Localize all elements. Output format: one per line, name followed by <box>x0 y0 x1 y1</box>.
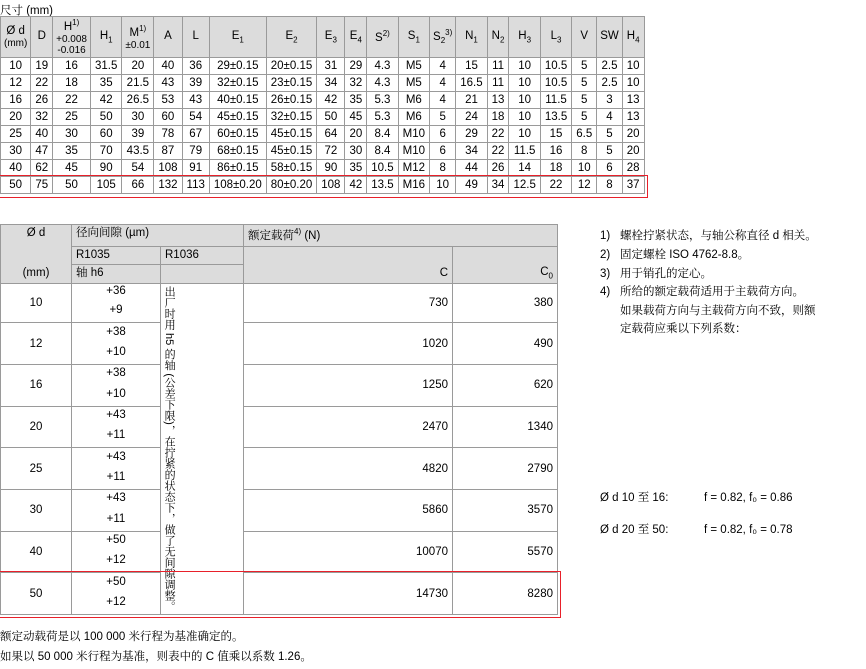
dim-cell: 50 <box>317 109 345 126</box>
dim-cell: M6 <box>398 109 429 126</box>
load-cell-c0: 5570 <box>453 531 558 573</box>
load-cell-d: 25 <box>1 448 72 490</box>
table-row <box>1 58 645 75</box>
dim-cell: 19 <box>31 58 53 75</box>
dim-cell: M16 <box>398 177 429 194</box>
load-cell-r1035-lower: +10 <box>72 340 161 365</box>
dim-col-header: $S^{2)}$ <box>367 17 398 58</box>
dim-col-header: $N_2$ <box>487 17 509 58</box>
dim-col-header: $H_3$ <box>509 17 540 58</box>
table-row <box>1 531 558 548</box>
dim-cell: 72 <box>317 143 345 160</box>
dim-cell: 2.5 <box>597 58 623 75</box>
dim-cell: 10 <box>509 75 540 92</box>
footnote-text: 固定螺栓 ISO 4762-8.8。 <box>620 248 750 261</box>
dim-cell: 44 <box>456 160 487 177</box>
dim-cell: 34 <box>317 75 345 92</box>
footnote-item <box>600 266 866 284</box>
load-cell-c0: 490 <box>453 323 558 365</box>
dim-cell: 43 <box>154 75 182 92</box>
dim-cell: 25 <box>53 109 91 126</box>
dim-cell: 42 <box>91 92 122 109</box>
load-cell-c: 5860 <box>244 489 453 531</box>
dim-cell: 22 <box>53 92 91 109</box>
dim-cell: 25 <box>1 126 31 143</box>
dim-cell: 13 <box>622 109 644 126</box>
dim-cell: 70 <box>91 143 122 160</box>
dim-cell: 21 <box>456 92 487 109</box>
dim-cell: 39 <box>122 126 154 143</box>
footnote-text: 所给的额定载荷适用于主载荷方向。 <box>620 286 804 299</box>
dim-cell: 10 <box>1 58 31 75</box>
factor-line-2 <box>600 521 793 537</box>
dim-cell: 62 <box>31 160 53 177</box>
dim-cell: 60 <box>154 109 182 126</box>
load-cell-r1035-lower: +9 <box>72 298 161 323</box>
dim-cell: 32 <box>345 75 367 92</box>
load-cell-c: 14730 <box>244 573 453 615</box>
dim-cell: 5 <box>430 109 456 126</box>
load-col-header-shaft: 轴 h6 <box>72 265 161 284</box>
factor-value: f = 0.82, f₀ = 0.86 <box>704 492 793 504</box>
table-row <box>1 143 645 160</box>
dim-cell: 32 <box>31 109 53 126</box>
dim-cell: 40±0.15 <box>209 92 266 109</box>
dim-cell: 113 <box>182 177 209 194</box>
dim-cell: 3 <box>597 92 623 109</box>
load-cell-d: 30 <box>1 489 72 531</box>
dim-cell: 45 <box>53 160 91 177</box>
dim-cell: 20 <box>345 126 367 143</box>
dim-cell: 10 <box>509 109 540 126</box>
footnote-item <box>600 284 866 302</box>
load-cell-c0: 1340 <box>453 406 558 448</box>
load-cell-c: 1250 <box>244 364 453 406</box>
load-table <box>0 224 558 615</box>
dim-col-header: $H_1$ <box>91 17 122 58</box>
footnote-continuation: 定载荷应乘以下列系数： <box>620 323 747 336</box>
factor-line-1 <box>600 489 793 505</box>
dim-cell: 47 <box>31 143 53 160</box>
dim-cell: 11 <box>487 75 509 92</box>
dim-cell: 16 <box>53 58 91 75</box>
dim-cell: 108 <box>317 177 345 194</box>
table-row <box>1 109 645 126</box>
dim-cell: 2.5 <box>597 75 623 92</box>
dim-cell: 18 <box>53 75 91 92</box>
dim-cell: 50 <box>53 177 91 194</box>
dim-cell: 22 <box>31 75 53 92</box>
dim-cell: 54 <box>122 160 154 177</box>
dim-cell: 42 <box>345 177 367 194</box>
dim-col-header: $E_1$ <box>209 17 266 58</box>
dim-cell: 50 <box>91 109 122 126</box>
dim-cell: 20 <box>122 58 154 75</box>
dim-cell: 34 <box>456 143 487 160</box>
dim-cell: 13 <box>622 92 644 109</box>
dim-cell: 5 <box>572 109 597 126</box>
load-cell-d: 50 <box>1 573 72 615</box>
dim-cell: 60±0.15 <box>209 126 266 143</box>
dim-col-header: $S_1$ <box>398 17 429 58</box>
dim-cell: 13 <box>487 92 509 109</box>
dim-cell: 32±0.15 <box>266 109 317 126</box>
dim-cell: 10 <box>622 75 644 92</box>
dim-cell: M5 <box>398 58 429 75</box>
dim-cell: 10 <box>430 177 456 194</box>
footnote-number: 4) <box>600 286 611 299</box>
load-cell-r1035-upper: +36 <box>72 284 161 299</box>
dim-cell: 87 <box>154 143 182 160</box>
dim-cell: 10.5 <box>367 160 398 177</box>
load-cell-c0: 3570 <box>453 489 558 531</box>
dim-cell: 108 <box>154 160 182 177</box>
dim-cell: 29 <box>345 58 367 75</box>
table-row <box>1 448 558 465</box>
dim-cell: 32±0.15 <box>209 75 266 92</box>
load-cell-r1035-upper: +43 <box>72 448 161 465</box>
dim-col-header: $E_4$ <box>345 17 367 58</box>
load-cell-r1035-upper: +38 <box>72 364 161 381</box>
load-col-header-c0: $C_0$ <box>453 246 558 284</box>
dim-cell: 10 <box>572 160 597 177</box>
dim-cell: 8.4 <box>367 126 398 143</box>
dim-cell: 39 <box>182 75 209 92</box>
dim-cell: 20 <box>622 143 644 160</box>
dim-cell: 8 <box>597 177 623 194</box>
dim-cell: 31.5 <box>91 58 122 75</box>
dim-cell: 35 <box>91 75 122 92</box>
footnote-item <box>600 228 866 246</box>
dim-cell: 5.3 <box>367 109 398 126</box>
dim-cell: 53 <box>154 92 182 109</box>
dim-cell: 12 <box>1 75 31 92</box>
dim-cell: 34 <box>487 177 509 194</box>
dim-cell: 132 <box>154 177 182 194</box>
dim-cell: 45±0.15 <box>266 143 317 160</box>
load-cell-r1035-lower: +12 <box>72 590 161 615</box>
table-row <box>1 489 558 506</box>
dim-cell: 11.5 <box>540 92 571 109</box>
dim-cell: 4 <box>430 58 456 75</box>
load-cell-c: 1020 <box>244 323 453 365</box>
dim-cell: 6 <box>430 143 456 160</box>
dim-cell: M6 <box>398 92 429 109</box>
dim-col-header: $E_3$ <box>317 17 345 58</box>
footnote-text: 螺栓拧紧状态，与轴公称直径 d 相关。 <box>620 230 817 242</box>
dim-col-header: $H^{1)}$ +0.008 -0.016 <box>53 17 91 58</box>
dim-cell: 5 <box>572 92 597 109</box>
load-cell-d: 16 <box>1 364 72 406</box>
load-cell-d: 12 <box>1 323 72 365</box>
dim-cell: 28 <box>622 160 644 177</box>
dim-cell: 10 <box>509 92 540 109</box>
load-cell-r1035-upper: +43 <box>72 489 161 506</box>
dimension-table-title: 尺寸 (mm) <box>0 5 54 17</box>
dim-cell: 54 <box>182 109 209 126</box>
table-row <box>1 126 645 143</box>
dim-cell: 45±0.15 <box>266 126 317 143</box>
dim-col-header: SW <box>597 17 623 58</box>
dim-cell: 68±0.15 <box>209 143 266 160</box>
dim-cell: 15 <box>540 126 571 143</box>
dim-cell: 12.5 <box>509 177 540 194</box>
footnote-number: 3) <box>600 267 611 280</box>
dim-cell: 40 <box>154 58 182 75</box>
dim-cell: 30 <box>1 143 31 160</box>
dim-cell: 8 <box>572 143 597 160</box>
dim-cell: 29 <box>456 126 487 143</box>
bottom-note-2: 如果以 50 000 米行程为基准，则表中的 C 值乘以系数 1.26。 <box>0 651 312 663</box>
load-col-header-blank <box>161 265 244 284</box>
load-cell-r1035-upper: +43 <box>72 406 161 423</box>
dim-cell: 16 <box>1 92 31 109</box>
bottom-note-1: 额定动载荷是以 100 000 米行程为基准确定的。 <box>0 631 244 643</box>
table-row <box>1 177 645 194</box>
dim-cell: 60 <box>91 126 122 143</box>
dim-cell: 31 <box>317 58 345 75</box>
load-cell-r1036-note <box>161 284 244 615</box>
load-col-header-rated: 额定载荷$^{4)}$ (N) <box>244 225 558 247</box>
dim-cell: 5.3 <box>367 92 398 109</box>
load-col-header-c: C <box>244 246 453 284</box>
footnote-number: 2) <box>600 248 611 261</box>
dim-cell: 50 <box>1 177 31 194</box>
footnote-text: 用于销孔的定心。 <box>620 267 712 280</box>
vertical-note: 出厂时用 h5 的轴 (公差下限)，在拧紧的状态下，做了无间隙调整。 <box>163 286 176 612</box>
load-cell-c0: 380 <box>453 284 558 323</box>
dim-cell: 20 <box>1 109 31 126</box>
load-cell-r1035-upper: +50 <box>72 573 161 590</box>
dim-col-header: $L_3$ <box>540 17 571 58</box>
dim-cell: 6 <box>430 126 456 143</box>
dim-cell: 18 <box>487 109 509 126</box>
dim-col-header: L <box>182 17 209 58</box>
load-cell-c: 4820 <box>244 448 453 490</box>
dim-cell: 75 <box>31 177 53 194</box>
table-row <box>1 364 558 381</box>
dim-cell: 11 <box>487 58 509 75</box>
dim-cell: 5 <box>597 126 623 143</box>
dim-cell: 64 <box>317 126 345 143</box>
dim-cell: 13.5 <box>367 177 398 194</box>
table-row <box>1 284 558 299</box>
dim-cell: 4 <box>597 109 623 126</box>
dim-cell: 4.3 <box>367 75 398 92</box>
dimension-table <box>0 16 645 194</box>
dim-cell: 105 <box>91 177 122 194</box>
dim-cell: 10 <box>509 126 540 143</box>
dim-cell: 90 <box>317 160 345 177</box>
load-cell-c: 10070 <box>244 531 453 573</box>
dim-cell: 12 <box>572 177 597 194</box>
dim-cell: 4.3 <box>367 58 398 75</box>
dim-cell: 22 <box>487 143 509 160</box>
dim-cell: 91 <box>182 160 209 177</box>
dim-cell: 22 <box>540 177 571 194</box>
dim-cell: 15 <box>456 58 487 75</box>
load-cell-c0: 620 <box>453 364 558 406</box>
table-row <box>1 323 558 340</box>
load-col-header-clearance: 径向间隙 (µm) <box>72 225 244 247</box>
factor-range: Ø d 10 至 16: <box>600 492 669 504</box>
dim-cell: 11.5 <box>509 143 540 160</box>
dim-cell: 30 <box>53 126 91 143</box>
dim-col-header: Ø d (mm) <box>1 17 31 58</box>
load-cell-c: 730 <box>244 284 453 323</box>
load-col-header-r1036: R1036 <box>161 246 244 265</box>
table-row <box>1 160 645 177</box>
dim-cell: 35 <box>345 92 367 109</box>
dim-cell: 21.5 <box>122 75 154 92</box>
dim-cell: 18 <box>540 160 571 177</box>
load-cell-r1035-lower: +11 <box>72 507 161 532</box>
dim-cell: 49 <box>456 177 487 194</box>
load-cell-c: 2470 <box>244 406 453 448</box>
dim-cell: 4 <box>430 75 456 92</box>
dim-cell: 26 <box>487 160 509 177</box>
dim-cell: M5 <box>398 75 429 92</box>
dim-cell: 26 <box>31 92 53 109</box>
dim-cell: 108±0.20 <box>209 177 266 194</box>
dim-cell: 43.5 <box>122 143 154 160</box>
dim-cell: 10 <box>622 58 644 75</box>
load-cell-r1035-lower: +10 <box>72 382 161 407</box>
dim-cell: 10.5 <box>540 75 571 92</box>
dim-cell: 79 <box>182 143 209 160</box>
dim-col-header: $S_2^{3)}$ <box>430 17 456 58</box>
dim-cell: 35 <box>345 160 367 177</box>
dim-cell: 10.5 <box>540 58 571 75</box>
dim-col-header: $H_4$ <box>622 17 644 58</box>
dim-cell: 37 <box>622 177 644 194</box>
dim-cell: 5 <box>597 143 623 160</box>
load-col-header-d: Ø d (mm) <box>1 225 72 284</box>
dim-cell: 29±0.15 <box>209 58 266 75</box>
load-cell-c0: 8280 <box>453 573 558 615</box>
dim-cell: 20 <box>622 126 644 143</box>
dim-cell: 13.5 <box>540 109 571 126</box>
dim-cell: 4 <box>430 92 456 109</box>
dim-cell: 14 <box>509 160 540 177</box>
dim-cell: M10 <box>398 126 429 143</box>
dim-col-header: V <box>572 17 597 58</box>
dim-cell: M10 <box>398 143 429 160</box>
dim-cell: 42 <box>317 92 345 109</box>
dim-cell: 5 <box>572 75 597 92</box>
dim-cell: 66 <box>122 177 154 194</box>
load-cell-r1035-upper: +38 <box>72 323 161 340</box>
dim-cell: 30 <box>345 143 367 160</box>
dim-cell: 78 <box>154 126 182 143</box>
dim-col-header: $N_1$ <box>456 17 487 58</box>
footnote-list <box>600 228 866 339</box>
dim-cell: 35 <box>53 143 91 160</box>
footnote-number: 1) <box>600 230 611 242</box>
dim-cell: 43 <box>182 92 209 109</box>
dim-cell: 8 <box>430 160 456 177</box>
dim-cell: 67 <box>182 126 209 143</box>
dim-cell: 24 <box>456 109 487 126</box>
dim-cell: 8.4 <box>367 143 398 160</box>
dim-cell: 16.5 <box>456 75 487 92</box>
dim-cell: 22 <box>487 126 509 143</box>
dim-cell: 6.5 <box>572 126 597 143</box>
dim-col-header: $E_2$ <box>266 17 317 58</box>
dim-cell: 45 <box>345 109 367 126</box>
dim-cell: 30 <box>122 109 154 126</box>
load-cell-d: 10 <box>1 284 72 323</box>
dim-col-header: A <box>154 17 182 58</box>
dim-cell: 40 <box>1 160 31 177</box>
load-cell-r1035-lower: +12 <box>72 548 161 573</box>
table-row <box>1 573 558 590</box>
factor-range: Ø d 20 至 50: <box>600 524 669 536</box>
dim-cell: M12 <box>398 160 429 177</box>
factor-value: f = 0.82, f₀ = 0.78 <box>704 524 793 536</box>
dim-cell: 86±0.15 <box>209 160 266 177</box>
dim-cell: 26±0.15 <box>266 92 317 109</box>
load-cell-d: 20 <box>1 406 72 448</box>
footnote-continuation: 如果载荷方向与主载荷方向不致，则额 <box>620 305 816 318</box>
dim-cell: 40 <box>31 126 53 143</box>
table-row <box>1 75 645 92</box>
dim-cell: 36 <box>182 58 209 75</box>
dim-cell: 6 <box>597 160 623 177</box>
table-row <box>1 406 558 423</box>
table-row <box>1 92 645 109</box>
load-cell-c0: 2790 <box>453 448 558 490</box>
load-col-header-r1035: R1035 <box>72 246 161 265</box>
dim-cell: 90 <box>91 160 122 177</box>
dim-col-header: D <box>31 17 53 58</box>
load-cell-r1035-lower: +11 <box>72 465 161 490</box>
dim-cell: 5 <box>572 58 597 75</box>
dim-cell: 23±0.15 <box>266 75 317 92</box>
dim-cell: 26.5 <box>122 92 154 109</box>
load-cell-r1035-lower: +11 <box>72 423 161 448</box>
dim-col-header: $M^{1)}$ ±0.01 <box>122 17 154 58</box>
dim-cell: 45±0.15 <box>209 109 266 126</box>
load-cell-r1035-upper: +50 <box>72 531 161 548</box>
dim-cell: 80±0.20 <box>266 177 317 194</box>
footnote-item <box>600 247 866 265</box>
load-cell-d: 40 <box>1 531 72 573</box>
dim-cell: 10 <box>509 58 540 75</box>
dim-cell: 20±0.15 <box>266 58 317 75</box>
dim-cell: 16 <box>540 143 571 160</box>
dim-cell: 58±0.15 <box>266 160 317 177</box>
